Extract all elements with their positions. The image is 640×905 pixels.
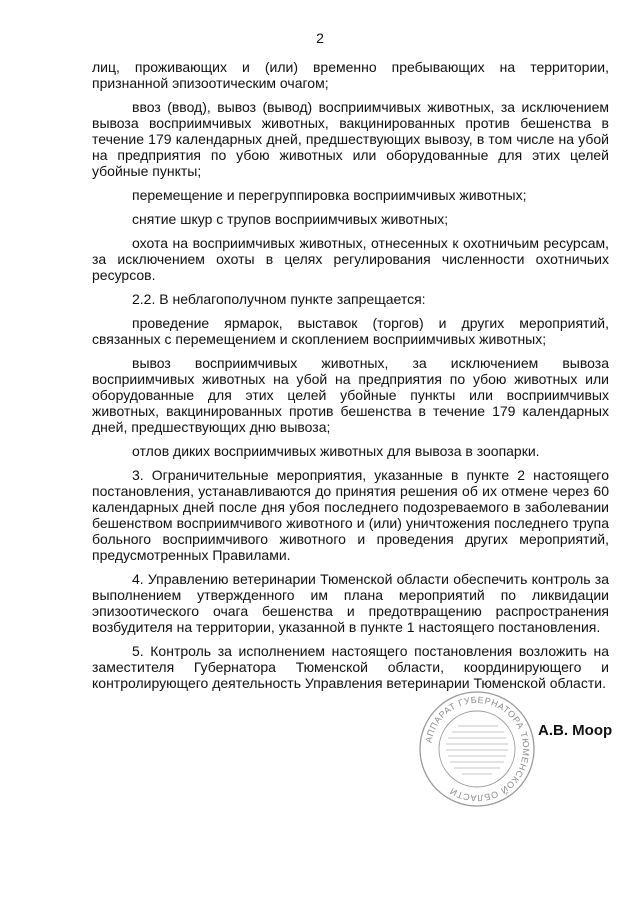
paragraph-continuation: лиц, проживающих и (или) временно пребывающих на территории, признанной эпизоотическим очагом; (92, 59, 609, 91)
paragraph-fairs: проведение ярмарок, выставок (торгов) и других мероприятий, связанных с перемещением и скоплением восприимчивых животных; (92, 315, 609, 347)
page-number: 2 (316, 30, 324, 46)
paragraph-hunting: охота на восприимчивых животных, отнесенных к охотничьим ресурсам, за исключением охоты в целях регулирования численности охотничьих ресурсов. (92, 235, 609, 283)
seal-inner-ring (439, 711, 515, 787)
paragraph-4: 4. Управлению ветеринарии Тюменской области обеспечить контроль за выполнением утвержденного им плана мероприятий по ликвидации эпизоотического очага бешенства и предотвращению распространения возбудителя на территории, указанной в пункте 1 настоящего постановления. (92, 571, 609, 635)
paragraph-export: вывоз восприимчивых животных, за исключением вывоза восприимчивых животных на убой на предприятия по убою животных или оборудованные для этих целей убойные пункты или восприимчивых животных, вакцинированных против бешенства в течение 179 календарных дней, предшествующих дню вывоза; (92, 355, 609, 435)
paragraph-skinning: снятие шкур с трупов восприимчивых животных; (132, 211, 449, 227)
paragraph-3: 3. Ограничительные мероприятия, указанные в пункте 2 настоящего постановления, устанавливаются до принятия решения об их отмене через 60 календарных дней после дня убоя последнего подозреваемого в заболевании бешенством восприимчивого животного и (или) уничтожения последнего трупа больного восприимчивого животного и проведения других мероприятий, предусмотренных Правилами. (92, 467, 609, 563)
official-seal (418, 690, 536, 808)
seal-text: АППАРАТ ГУБЕРНАТОРА ТЮМЕНСКОЙ ОБЛАСТИ (423, 694, 532, 804)
paragraph-2-2: 2.2. В неблагополучном пункте запрещается: (132, 291, 426, 307)
paragraph-import-export: ввоз (ввод), вывоз (вывод) восприимчивых животных, за исключением вывоза восприимчивых животных, вакцинированных против бешенства в течение 179 календарных дней, предшествующих вывозу, в том числе на убой на предприятия по убою животных или оборудованные для этих целей убойные пункты; (92, 99, 609, 179)
paragraph-movement: перемещение и перегруппировка восприимчивых животных; (132, 187, 527, 203)
seal-outer-ring (420, 692, 534, 806)
paragraph-5: 5. Контроль за исполнением настоящего постановления возложить на заместителя Губернатора Тюменской области, координирующего и контролирующего деятельность Управления ветеринарии Тюменской области. (92, 643, 609, 691)
document-body (92, 59, 609, 699)
signature: А.В. Моор (538, 722, 613, 739)
paragraph-capture: отлов диких восприимчивых животных для вывоза в зоопарки. (132, 443, 540, 459)
seal-center-lines (446, 726, 508, 774)
